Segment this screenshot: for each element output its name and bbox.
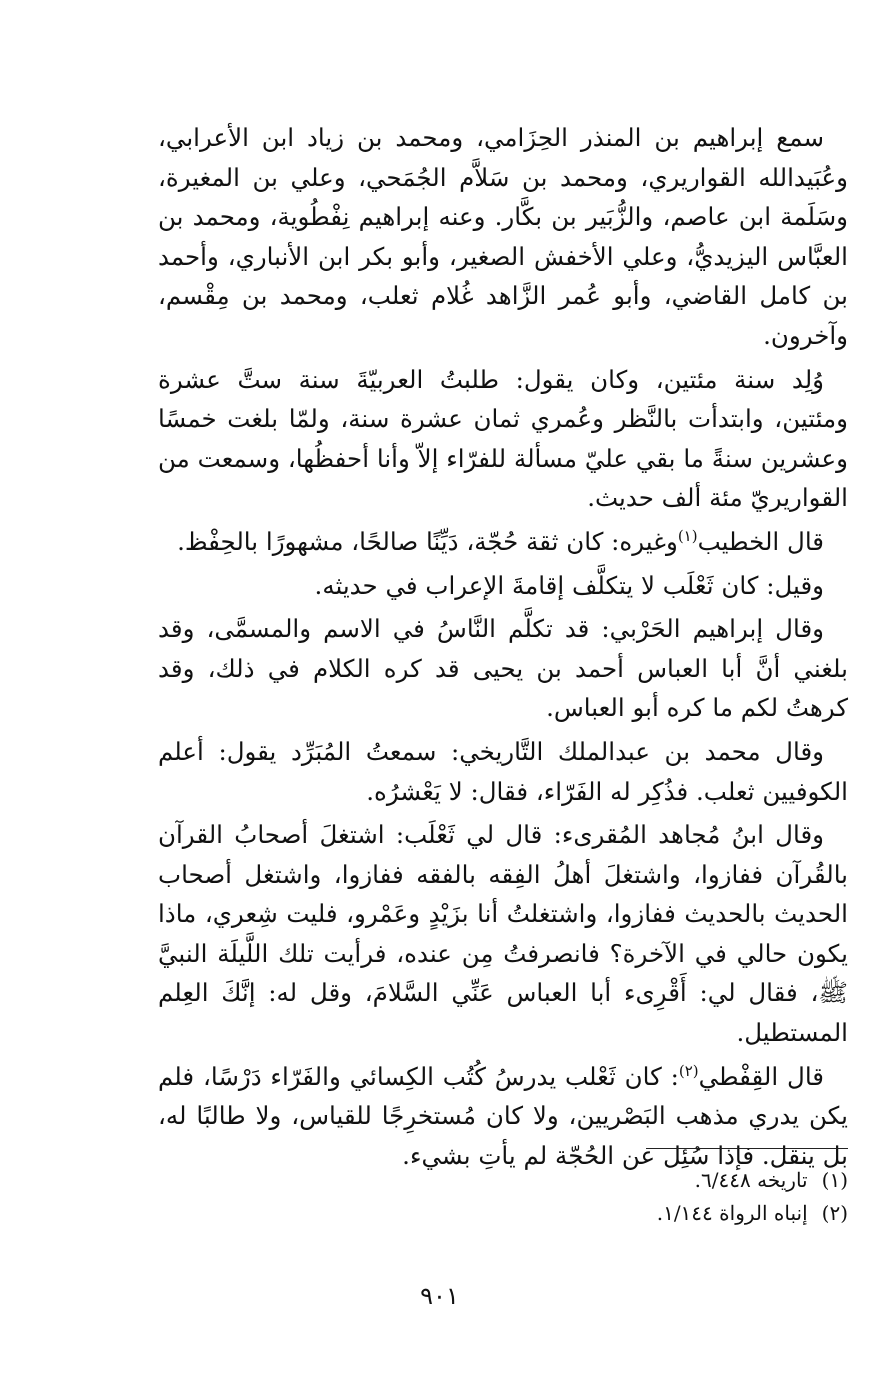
- paragraph-8: [158, 1057, 848, 1176]
- footnote-divider: [646, 1148, 848, 1149]
- main-text: [158, 118, 848, 1175]
- footnote-2-text: إنباه الرواة ١/١٤٤.: [656, 1201, 808, 1225]
- footnote-2: [500, 1197, 848, 1230]
- paragraph-7: وقال ابنُ مُجاهد المُقرىء: قال لي ثَعْلَب: اشتغلَ أصحابُ القرآن بالقُرآن ففازوا، واشتغلَ أهلُ الفِقه بالفقه ففازوا، واشتغل أصحاب الحديث بالحديث ففازوا، واشتغلتُ أنا بزَيْدٍ وعَمْرو، فليت شِعري، ماذا يكون حالي في الآخرة؟ فانصرفتُ مِن عنده، فرأيت تلك اللَّيلَة النبيَّ ﷺ، فقال لي: أَقْرِىء أبا العباس عَنِّي السَّلامَ، وقل له: إنَّكَ العِلم المستطيل.: [158, 820, 848, 1048]
- footnotes: [500, 1164, 848, 1230]
- footnote-2-number: (٢): [821, 1201, 848, 1225]
- paragraph-3-rest: وغيره: كان ثقة حُجّة، دَيِّنًا صالحًا، مشهورًا بالحِفْظ.: [177, 526, 678, 556]
- paragraph-2: وُلِد سنة مئتين، وكان يقول: طلبتُ العربيّةَ سنة ستَّ عشرة ومئتين، وابتدأت بالنَّظر وعُمري ثمان عشرة سنة، ولمّا بلغت خمسًا وعشرين سنةً ما بقي عليّ مسألة للفرّاء إلاّ وأنا أحفظُها، وسمعت من القواريريّ مئة ألف حديث.: [158, 364, 848, 513]
- paragraph-1: سمع إبراهيم بن المنذر الحِزَامي، ومحمد بن زياد ابن الأعرابي، وعُبَيدالله القواريري، ومحمد بن سَلاَّم الجُمَحي، وعلي بن المغيرة، وسَلَمة ابن عاصم، والزُّبَير بن بكَّار. وعنه إبراهيم نِفْطُوية، ومحمد بن العبَّاس اليزيديُّ، وعلي الأخفش الصغير، وأبو بكر ابن الأنباري، وأحمد بن كامل القاضي، وأبو عُمر الزَّاهد غُلام ثعلب، ومحمد بن مِقْسم، وآخرون.: [158, 123, 848, 350]
- footnote-ref-2[interactable]: (٢): [678, 1061, 699, 1080]
- paragraph-5: وقال إبراهيم الحَرْبي: قد تكلَّم النَّاسُ في الاسم والمسمَّى، وقد بلغني أنَّ أبا العباس أحمد بن يحيى قد كره الكلام في ذلك، وقد كرهتُ لكم ما كره أبو العباس.: [158, 614, 848, 723]
- paragraph-8-rest: : كان ثَعْلب يدرسُ كُتُب الكِسائي والفَرّاء دَرْسًا، فلم يكن يدري مذهب البَصْريين، ولا كان مُستخرِجًا للقياس، ولا طالبًا له، بل ينقل. فإذا سُئِل عن الحُجّة لم يأتِ بشيء.: [158, 1061, 848, 1170]
- paragraph-8-lead: قال القِفْطي: [698, 1061, 824, 1091]
- paragraph-4: وقيل: كان ثَعْلَب لا يتكلَّف إقامةَ الإعراب في حديثه.: [314, 570, 824, 600]
- footnote-1-number: (١): [821, 1168, 848, 1192]
- page-number: ٩٠١: [420, 1282, 459, 1310]
- paragraph-3-lead: قال الخطيب: [697, 526, 824, 556]
- paragraph-6: وقال محمد بن عبدالملك التَّاريخي: سمعتُ المُبَرِّد يقول: أعلم الكوفيين ثعلب. فذُكِر له الفَرّاء، فقال: لا يَعْشرُه.: [158, 736, 848, 806]
- footnote-ref-1[interactable]: (١): [677, 526, 698, 545]
- footnote-1: [500, 1164, 848, 1197]
- paragraph-3: [158, 522, 848, 562]
- footnote-1-text: تاريخه ٦/٤٤٨.: [694, 1168, 808, 1192]
